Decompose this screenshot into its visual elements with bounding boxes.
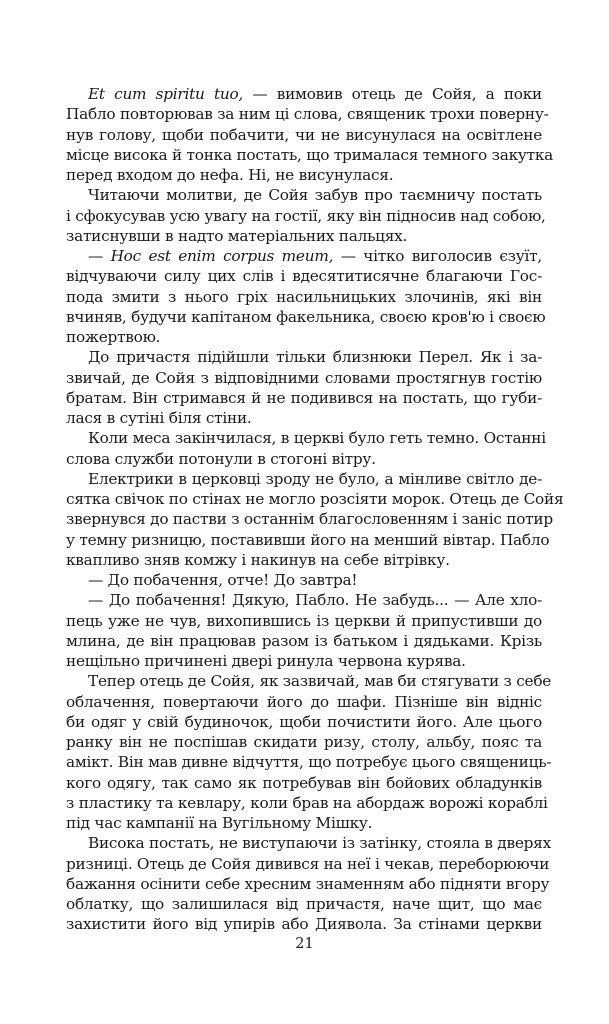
text-line: амікт. Він мав дивне відчуття, що потребує цього священиць-	[66, 753, 552, 772]
text-line: облачення, повертаючи його до шафи. Пізніше він відніс	[66, 692, 542, 711]
text-line: кого одягу, так само як потребував він бойових обладунків	[66, 773, 542, 792]
paragraph-9	[66, 671, 552, 833]
text-line: лася в сутіні біля стіни.	[66, 409, 252, 427]
text-line: звернувся до пастви з останнім благословенням і заніс потир	[66, 510, 553, 529]
text-line: пожертвою.	[66, 328, 161, 346]
text-line: перед входом до нефа. Ні, не висунулася.	[66, 166, 394, 184]
text-line: — До побачення! Дякую, Пабло. Не забудь... — Але хло-	[88, 591, 542, 610]
text-line: Висока постать, не виступаючи із затінку, стояла в дверях	[88, 834, 551, 853]
text-line: сятка свічок по стінах не могло розсіяти морок. Отець де Сойя	[66, 490, 564, 508]
text-line: Електрики в церковці зроду не було, а мінливе світло де-	[88, 469, 542, 488]
text-line: нещільно причинені двері ринула червона курява.	[66, 652, 466, 670]
text-line: і сфокусував усю увагу на гостії, яку він підносив над собою,	[66, 206, 546, 225]
paragraph-1	[66, 84, 554, 185]
text-line: пода змити з нього гріх насильницьких злочинів, які він	[66, 287, 542, 306]
text-line: нув голову, щоби побачити, чи не висунулася на освітлене	[66, 125, 542, 144]
text-line: братам. Він стримався й не подивився на постать, що губи-	[66, 388, 542, 407]
text-line: Читаючи молитви, де Сойя забув про таємничу постать	[88, 186, 542, 205]
text-line: вчиняв, будучи капітаном факельника, своєю кров'ю і своєю	[66, 307, 546, 326]
text-line: захистити його від упирів або Диявола. За стінами церкви	[66, 915, 542, 934]
text-line: Et cum spiritu tuo, — вимовив отець де Сойя, а поки	[88, 85, 542, 103]
latin-phrase: Hoc est enim corpus meum,	[110, 247, 334, 265]
page-number: 21	[295, 936, 314, 952]
text-line: млина, де він працював разом із батьком і дядьками. Крізь	[66, 631, 542, 650]
text-line: ризниці. Отець де Сойя дивився на неї і чекав, переборюючи	[66, 854, 550, 873]
paragraph-5	[66, 428, 546, 469]
paragraph-3	[66, 246, 546, 347]
latin-phrase: Et cum spiritu tuo,	[88, 85, 244, 103]
text-line: Тепер отець де Сойя, як зазвичай, мав би стягувати з себе	[88, 672, 552, 691]
text-line: облатку, що залишилася від причастя, наче щит, що має	[66, 895, 542, 913]
page-body	[66, 84, 564, 935]
text-line: відчуваючи силу цих слів і вдесятитисячне благаючи Гос-	[66, 267, 542, 286]
paragraph-6	[66, 469, 564, 570]
text-line: — Hoc est enim corpus meum, — чітко виголосив єзуїт,	[88, 247, 542, 265]
text-line: місце висока й тонка постать, що трималася темного закутка	[66, 145, 554, 164]
text-line: затиснувши в надто матеріальних пальцях.	[66, 226, 408, 245]
text-line: квапливо зняв комжу і накинув на себе вітрівку.	[66, 550, 450, 569]
paragraph-8	[66, 590, 542, 671]
text-line: ранку він не поспішав скидати ризу, столу, альбу, пояс та	[66, 733, 542, 751]
paragraph-10	[66, 833, 551, 934]
paragraph-7	[66, 570, 542, 590]
text-line: Пабло повторював за ним ці слова, священик трохи поверну-	[66, 105, 549, 124]
text-line: з пластику та кевлару, коли брав на абордаж ворожі кораблі	[66, 793, 548, 812]
text-line: у темну ризницю, поставивши його на менший вівтар. Пабло	[66, 530, 550, 549]
text-line: бажання осінити себе хресним знаменням або підняти вгору	[66, 874, 550, 893]
paragraph-2	[66, 185, 546, 246]
text-line: слова служби потонули в стогоні вітру.	[66, 449, 376, 468]
text-line: під час кампанії на Вугільному Мішку.	[66, 814, 373, 832]
text-line: — До побачення, отче! До завтра!	[88, 571, 358, 589]
text-line: пець уже не чув, вихопившись із церкви й припустивши до	[66, 611, 542, 630]
text-line: До причастя підійшли тільки близнюки Перел. Як і за-	[88, 348, 542, 367]
text-line: Коли меса закінчилася, в церкві було геть темно. Останні	[88, 429, 546, 448]
paragraph-4	[66, 347, 542, 428]
text-line: звичай, де Сойя з відповідними словами простягнув гостію	[66, 368, 542, 387]
text-line: би одяг у свій будиночок, щоби почистити його. Але цього	[66, 712, 542, 731]
